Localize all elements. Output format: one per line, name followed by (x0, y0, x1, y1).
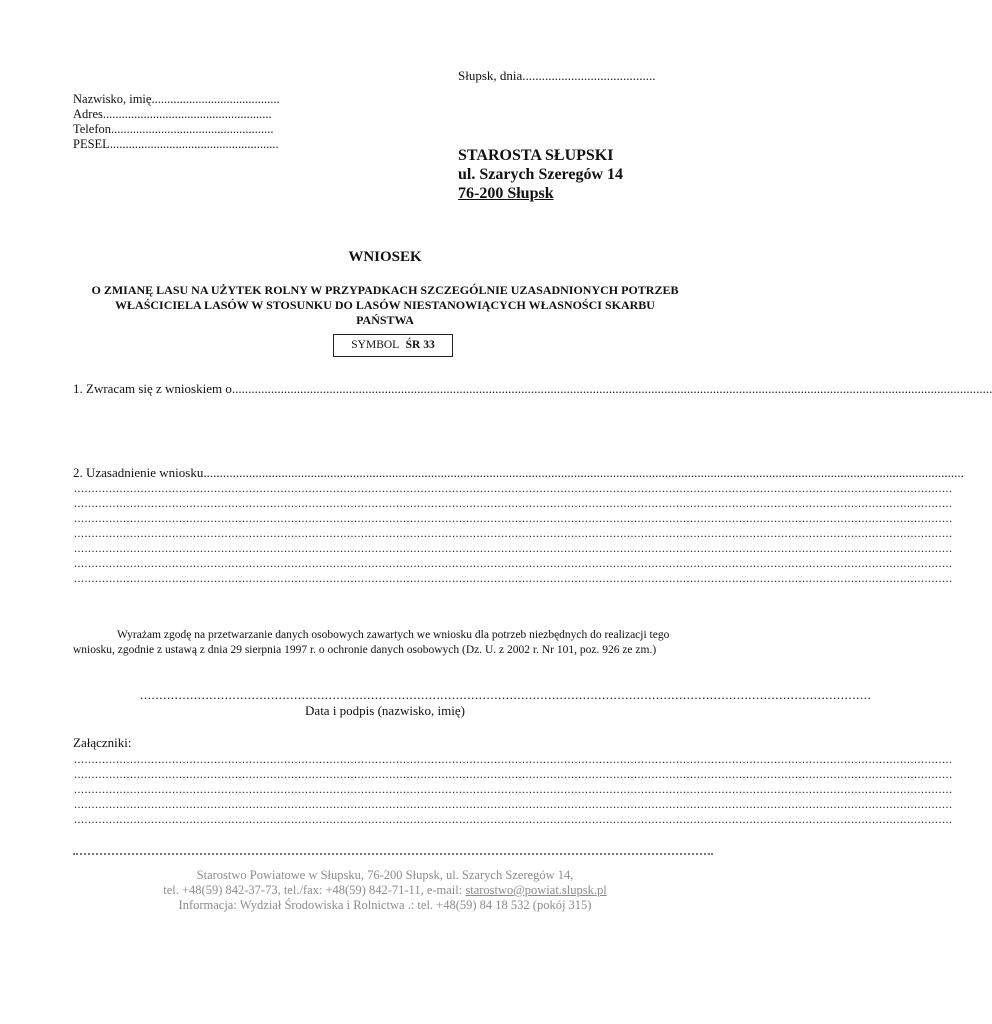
subtitle-line-3: PAŃSTWA (356, 313, 414, 327)
addressee-title: STAROSTA SŁUPSKI (458, 147, 614, 164)
signature-line[interactable]: .............................................................................................................................................................................................. (140, 687, 872, 702)
footer-line-1: Starostwo Powiatowe w Słupsku, 76-200 Słupsk, ul. Szarych Szeregów 14, (196, 868, 574, 882)
symbol-box (333, 334, 453, 357)
symbol-prefix: SYMBOL (351, 339, 399, 351)
symbol-code: ŚR 33 (405, 339, 435, 351)
footer-contact: tel. +48(59) 842-37-73, tel./fax: +48(59) 842-71-11, e-mail: (163, 883, 466, 897)
attachments-label: Załączniki: (73, 735, 132, 750)
name-field[interactable] (73, 92, 280, 107)
addressee-city: 76-200 Słupsk (458, 185, 554, 202)
footer-line-2 (0, 883, 770, 898)
justification-field[interactable] (73, 465, 691, 481)
justification-line[interactable] (74, 481, 694, 495)
consent-line-2: wniosku, zgodnie z ustawą z dnia 29 sierpnia 1997 r. o ochronie danych osobowych (Dz. U. z 2002 r. Nr 101, poz. 926 ze zm.) (73, 644, 657, 656)
document-subtitle (0, 283, 770, 328)
address-field-label: Adres (73, 107, 103, 121)
justification-line[interactable] (74, 526, 694, 540)
attachment-line[interactable] (74, 812, 694, 826)
phone-field-dots: .................................................... (111, 122, 274, 136)
footer-divider (73, 853, 713, 855)
attachment-line[interactable] (74, 767, 694, 781)
attachment-line[interactable] (74, 782, 694, 796)
request-label: 1. Zwracam się z wnioskiem o ..... (73, 381, 992, 396)
footer-email-link[interactable]: starostwo@powiat.slupsk.pl (465, 883, 607, 897)
phone-field-label: Telefon (73, 122, 111, 136)
name-field-dots: ......................................... (151, 92, 280, 106)
request-field[interactable] (73, 381, 694, 397)
pesel-field-label: PESEL (73, 137, 110, 151)
document-title: WNIOSEK (348, 249, 422, 265)
pesel-field[interactable] (73, 137, 280, 152)
place-date-label: Słupsk, dnia (458, 68, 523, 83)
justification-line[interactable] (74, 556, 694, 570)
place-date-line[interactable] (458, 68, 656, 84)
name-field-label: Nazwisko, imię (73, 92, 152, 106)
footer-line-3: Informacja: Wydział Środowiska i Rolnictwa .: tel. +48(59) 84 18 532 (pokój 315) (178, 898, 592, 912)
subtitle-line-1: O ZMIANĘ LASU NA UŻYTEK ROLNY W PRZYPADKACH SZCZEGÓLNIE UZASADNIONYCH POTRZEB (91, 283, 679, 297)
consent-line-1: Wyrażam zgodę na przetwarzanie danych osobowych zawartych we wniosku dla potrzeb niezbędnych do realizacji tego (117, 629, 670, 641)
place-date-dots: ......................................... (522, 68, 656, 83)
phone-field[interactable] (73, 122, 280, 137)
footer (0, 868, 770, 913)
attachment-line[interactable] (74, 752, 694, 766)
applicant-fields (73, 92, 280, 152)
consent-clause (73, 628, 669, 658)
address-field[interactable] (73, 107, 280, 122)
attachment-line[interactable] (74, 797, 694, 811)
pesel-field-dots: ...................................................... (109, 137, 279, 151)
address-field-dots: ...................................................... (102, 107, 272, 121)
justification-label: 2. Uzasadnienie wniosku ..... (73, 465, 964, 480)
justification-line[interactable] (74, 541, 694, 555)
addressee-block (458, 146, 623, 203)
justification-line[interactable] (74, 571, 694, 585)
signature-caption: Data i podpis (nazwisko, imię) (305, 703, 465, 718)
justification-line[interactable] (74, 496, 694, 510)
subtitle-line-2: WŁAŚCICIELA LASÓW W STOSUNKU DO LASÓW NIESTANOWIĄCYCH WŁASNOŚCI SKARBU (115, 298, 655, 312)
addressee-street: ul. Szarych Szeregów 14 (458, 166, 624, 183)
justification-line[interactable] (74, 511, 694, 525)
